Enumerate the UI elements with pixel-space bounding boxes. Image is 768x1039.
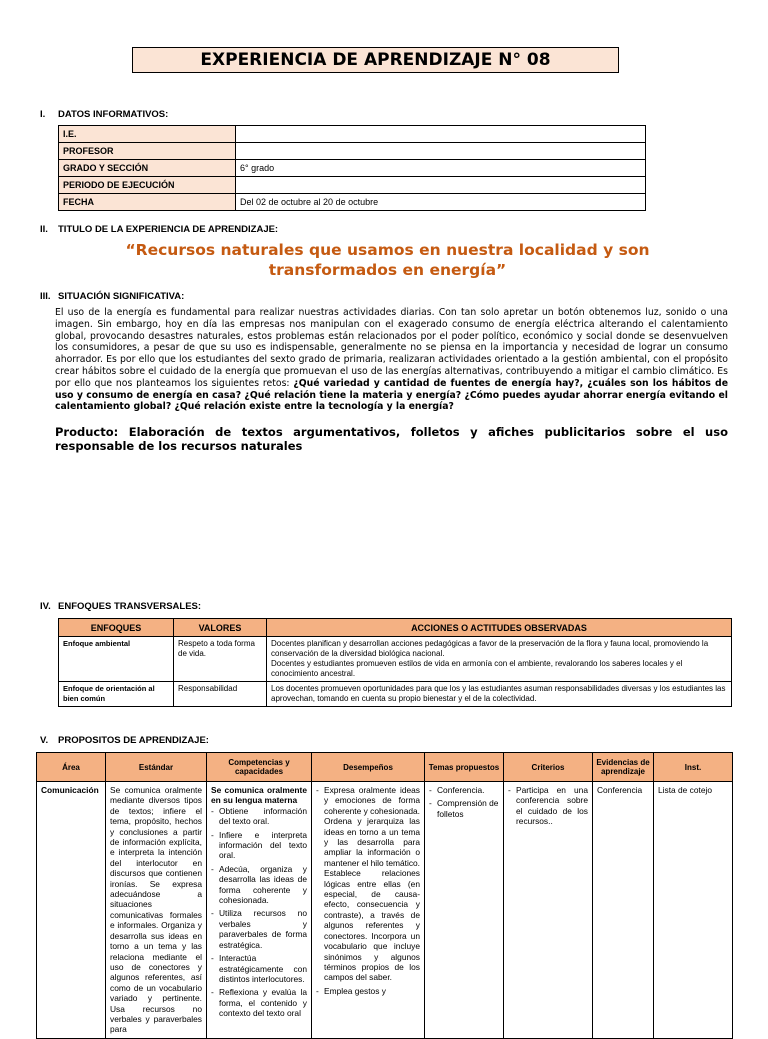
header-competencias: Competencias y capacidades [207,753,312,782]
header-inst: Inst. [654,753,733,782]
list-item: - Interactúa estratégicamente con distintos interlocutores. [219,953,307,984]
section-label: DATOS INFORMATIVOS: [58,109,169,120]
valor-cell: Responsabilidad [174,682,267,707]
header-area: Área [37,753,106,782]
header-acciones: ACCIONES O ACTITUDES OBSERVADAS [267,619,732,637]
competencia-title: Se comunica oralmente en su lengua materna [211,785,307,806]
table-row [59,637,732,682]
info-value [236,126,646,143]
info-value: 6° grado [236,160,646,177]
list-item: - Emplea gestos y [324,986,420,996]
list-item: - Obtiene información del texto oral. [219,806,307,827]
header-desempenos: Desempeños [312,753,425,782]
desempenos-list [316,785,420,996]
section-3-heading [40,291,184,302]
situation-paragraph [55,307,728,413]
header-evidencias: Evidencias de aprendizaje [593,753,654,782]
situation-questions: ¿Qué variedad y cantidad de fuentes de energía hay?, ¿cuáles son los hábitos de uso y consumo de energía en casa? ¿Qué relación tiene la materia y energía? ¿Cómo puedes ayudar ahorrar energía evitando el calentamiento global? ¿Qué relación existe entre la tecnología y la energía? [55,377,728,413]
temas-list [429,785,499,819]
info-row [59,126,646,143]
section-number: V. [40,735,49,746]
section-2-heading [40,224,278,235]
section-number: II. [40,224,48,235]
info-label: FECHA [59,194,236,211]
acciones-cell: Los docentes promueven oportunidades para que los y las estudiantes asuman responsabilidades diversas y los estudiantes las aprovechan, tomando en cuenta su propio bienestar y el de la colectividad. [267,682,732,707]
info-value [236,143,646,160]
header-temas: Temas propuestos [425,753,504,782]
header-criterios: Criterios [504,753,593,782]
info-row [59,177,646,194]
info-label: I.E. [59,126,236,143]
section-label: SITUACIÓN SIGNIFICATIVA: [58,291,185,302]
evidencias-cell: Conferencia [593,782,654,1039]
section-number: I. [40,109,46,120]
info-label: GRADO Y SECCIÓN [59,160,236,177]
situation-text: El uso de la energía es fundamental para realizar nuestras actividades diarias. Con tan solo apretar un botón obtenemos luz, sonido o una imagen. Sin embargo, hoy en día las empresas nos manipulan con el exagerado consumo de energía eléctrica alterando el calentamiento global, provocando desastres naturales, estos problemas están relacionados por el poder político, económico y social donde se desenvuelven los consumidores, a pesar de que su uso es indispensable, generalmente no se piensa en la importancia y necesidad de lograr un consumo ahorrador. Es por ello que los estudiantes del sexto grado de primaria, realizaran actividades orientado a la gestión ambiental, con el propósito crear hábitos sobre el cuidado de la energía que promuevan el uso de las energías alternativas, contribuyendo a mitigar el cambio climático. Es por ello que nos planteamos los siguientes retos: [55,307,728,389]
document-title: EXPERIENCIA DE APRENDIZAJE N° 08 [132,47,619,73]
section-number: IV. [40,601,51,612]
list-item: - Reflexiona y evalúa la forma, el contenido y contexto del texto oral [219,987,307,1018]
list-item: - Comprensión de folletos [437,798,499,819]
product-statement: Producto: Elaboración de textos argumentativos, folletos y afiches publicitarios sobre el uso responsable de los recursos naturales [55,425,728,453]
propositos-table [36,752,733,1039]
list-item: - Adecúa, organiza y desarrolla las ideas de forma coherente y cohesionada. [219,864,307,906]
info-label: PROFESOR [59,143,236,160]
temas-cell [425,782,504,1039]
info-row [59,194,646,211]
list-item: - Utiliza recursos no verbales y paraverbales de forma estratégica. [219,908,307,950]
list-item: - Expresa oralmente ideas y emociones de forma coherente y cohesionada. Ordena y jerarquiza las ideas en torno a un tema y las desarrolla para ampliar la información o mantener el hilo temático. Establece relaciones lógicas entre ellas (en especial, de causa-efecto, consecuencia y contraste), a través de algunos referentes y conectores. Incorpora un vocabulario que incluye sinónimos y algunos términos propios de los campos del saber. [324,785,420,983]
info-label: PERIODO DE EJECUCIÓN [59,177,236,194]
section-4-heading [40,601,201,612]
info-value: Del 02 de octubre al 20 de octubre [236,194,646,211]
info-table [58,125,646,211]
section-label: TITULO DE LA EXPERIENCIA DE APRENDIZAJE: [58,224,279,235]
info-value [236,177,646,194]
info-row [59,143,646,160]
valor-cell: Respeto a toda forma de vida. [174,637,267,682]
acciones-cell: Docentes planifican y desarrollan acciones pedagógicas a favor de la preservación de la flora y fauna local, promoviendo la conservación de la diversidad biológica nacional. Docentes y estudiantes promueven estilos de vida en armonía con el ambiente, revalorando los saberes locales y el conocimiento ancestral. [267,637,732,682]
header-enfoques: ENFOQUES [59,619,174,637]
table-row [37,782,733,1039]
area-cell: Comunicación [37,782,106,1039]
criterios-cell [504,782,593,1039]
list-item: - Participa en una conferencia sobre el cuidado de los recursos.. [516,785,588,827]
inst-cell: Lista de cotejo [654,782,733,1039]
competencias-cell [207,782,312,1039]
criterios-list [508,785,588,827]
section-5-heading [40,735,209,746]
capacidades-list [211,806,307,1019]
table-row [59,682,732,707]
info-row [59,160,646,177]
enfoque-cell: Enfoque de orientación al bien común [59,682,174,707]
section-number: III. [40,291,51,302]
header-estandar: Estándar [106,753,207,782]
desempenos-cell [312,782,425,1039]
section-label: PROPOSITOS DE APRENDIZAJE: [58,735,209,746]
estandar-cell: Se comunica oralmente mediante diversos tipos de textos; infiere el tema, propósito, hechos y conclusiones a partir de información explícita, e interpreta la intención del interlocutor en discursos que contienen ironías. Se expresa adecuándose a situaciones comunicativas formales e informales. Organiza y desarrolla sus ideas en torno a un tema y las relaciona mediante el uso de conectores y algunos referentes, así como de un vocabulario variado y pertinente. Usa recursos no verbales y paraverbales para [106,782,207,1039]
list-item: - Infiere e interpreta información del texto oral. [219,830,307,861]
enfoque-cell: Enfoque ambiental [59,637,174,682]
header-valores: VALORES [174,619,267,637]
section-label: ENFOQUES TRANSVERSALES: [58,601,202,612]
section-1-heading [40,109,168,120]
list-item: - Conferencia. [437,785,499,795]
enfoques-table [58,618,732,707]
experience-title: “Recursos naturales que usamos en nuestra localidad y son transformados en energía” [125,241,650,279]
